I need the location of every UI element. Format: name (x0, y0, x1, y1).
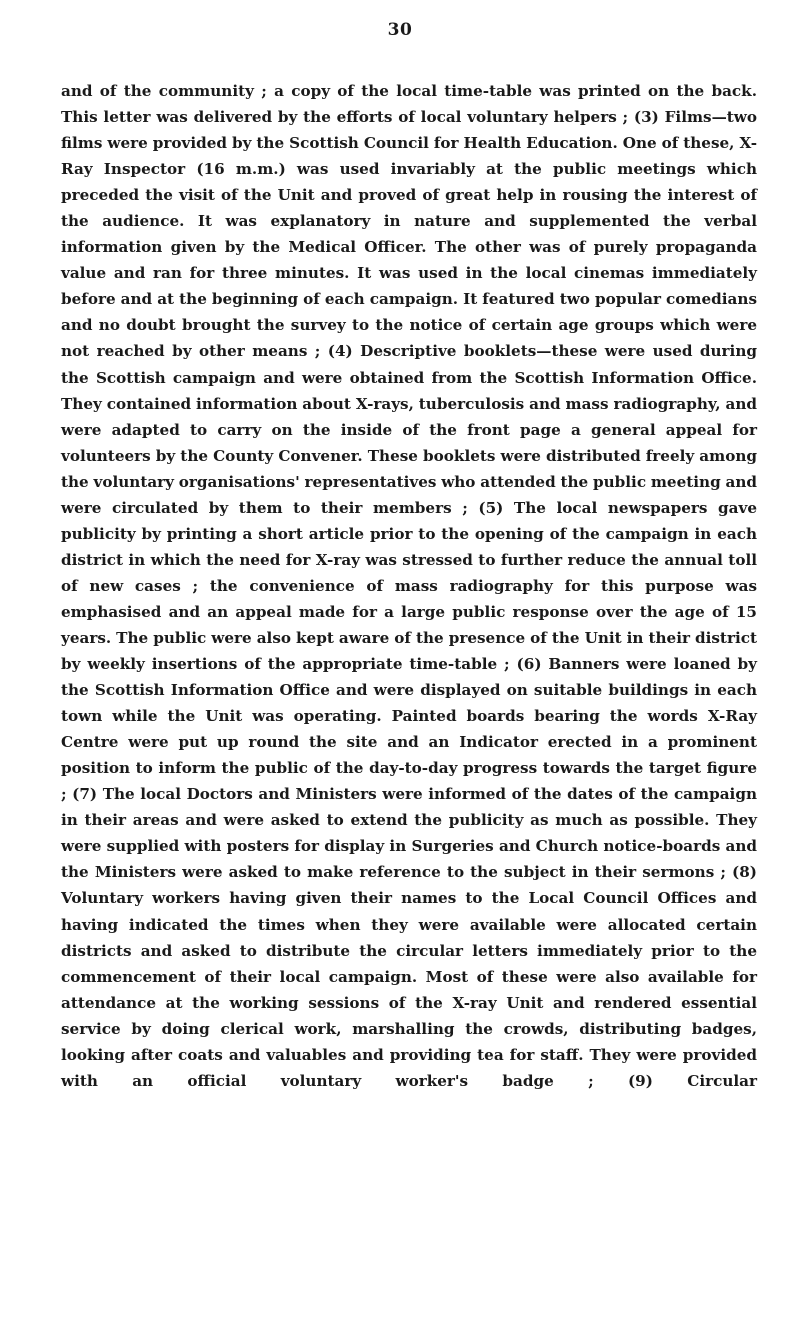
body-paragraph: and of the community ; a copy of the local time-table was printed on the back. This letter was delivered by the efforts of local voluntary helpers ; (3) Films—two films were provided by the Scottish Council for Health Education. One of these, X-Ray Inspector (16 m.m.) was used invariably at the public meetings which preceded the visit of the Unit and proved of great help in rousing the interest of the audience. It was explanatory in nature and supplemented the verbal information given by the Medical Officer. The other was of purely propaganda value and ran for three minutes. It was used in the local cinemas immediately before and at the beginning of each campaign. It featured two popular comedians and no doubt brought the survey to the notice of certain age groups which were not reached by other means ; (4) Descriptive booklets—these were used during the Scottish campaign and were obtained from the Scottish Information Office. They contained information about X-rays, tuberculosis and mass radiography, and were adapted to carry on the inside of the front page a general appeal for volunteers by the County Convener. These booklets were distributed freely among the voluntary organisations' representatives who attended the public meeting and were circulated by them to their members ; (5) The local newspapers gave publicity by printing a short article prior to the opening of the campaign in each district in which the need for X-ray was stressed to further reduce the annual toll of new cases ; the convenience of mass radiography for this purpose was emphasised and an appeal made for a large public response over the age of 15 years. The public were also kept aware of the presence of the Unit in their district by weekly insertions of the appropriate time-table ; (6) Banners were loaned by the Scottish Information Office and were displayed on suitable buildings in each town while the Unit was operating. Painted boards bearing the words X-Ray Centre were put up round the site and an Indicator erected in a prominent position to inform the public of the day-to-day progress towards the target figure ; (7) The local Doctors and Ministers were informed of the dates of the campaign in their areas and were asked to extend the publicity as much as possible. They were supplied with posters for display in Surgeries and Church notice-boards and the Ministers were asked to make reference to the subject in their sermons ; (8) Voluntary workers having given their names to the Local Council Offices and having indicated the times when they were available were allocated certain districts and asked to distribute the circular letters immediately prior to the commencement of their local campaign. Most of these were also available for attendance at the working sessions of the X-ray Unit and rendered essential service by doing clerical work, marshalling the crowds, distributing badges, looking after coats and valuables and providing tea for staff. They were provided with an official voluntary worker's badge ; (9) Circular (61, 82, 757, 1090)
page-number: 30 (387, 20, 413, 40)
